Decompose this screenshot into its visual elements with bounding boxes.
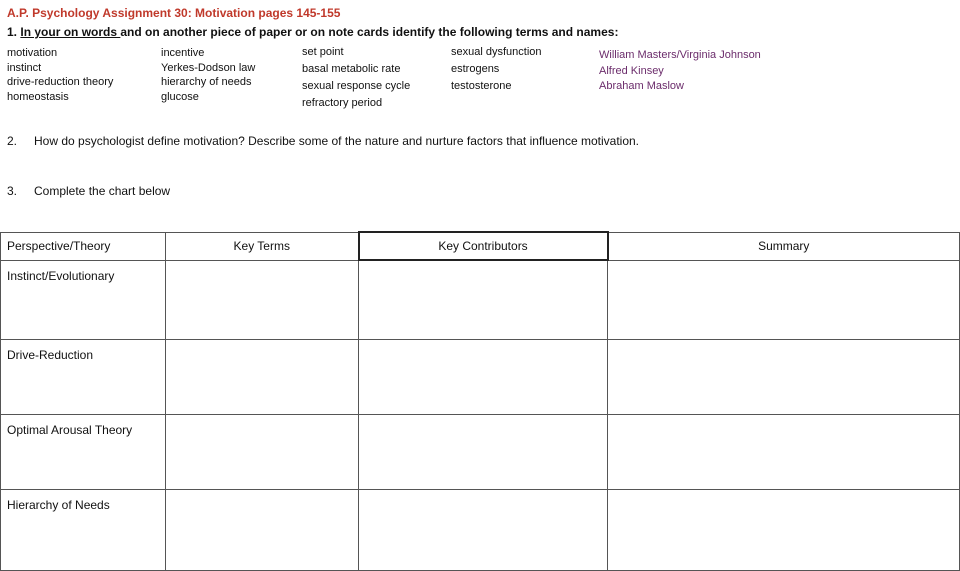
question-1-number: 1. bbox=[7, 25, 18, 39]
terms-column-4 bbox=[451, 44, 542, 95]
question-3 bbox=[7, 184, 170, 198]
term: estrogens bbox=[451, 63, 500, 75]
assignment-title: A.P. Psychology Assignment 30: Motivation pages 145-155 bbox=[7, 6, 341, 20]
terms-column-2 bbox=[161, 46, 255, 104]
table-row bbox=[1, 339, 960, 414]
table-row bbox=[1, 414, 960, 489]
key-contributors-cell[interactable] bbox=[359, 260, 608, 339]
term: homeostasis bbox=[7, 90, 69, 103]
term: glucose bbox=[161, 90, 199, 103]
terms-column-1 bbox=[7, 46, 113, 104]
question-2-number: 2. bbox=[7, 134, 18, 148]
person-name: Abraham Maslow bbox=[599, 80, 684, 92]
header-perspective-theory: Perspective/Theory bbox=[1, 232, 166, 260]
key-contributors-cell[interactable] bbox=[359, 414, 608, 489]
key-contributors-cell[interactable] bbox=[359, 339, 608, 414]
question-2-text: How do psychologist define motivation? Describe some of the nature and nurture factors that influence motivation. bbox=[34, 134, 639, 148]
summary-cell[interactable] bbox=[608, 260, 960, 339]
row-label-instinct: Instinct/Evolutionary bbox=[1, 260, 166, 339]
question-3-text: Complete the chart below bbox=[34, 184, 171, 198]
key-terms-cell[interactable] bbox=[166, 260, 359, 339]
names-column bbox=[599, 48, 761, 95]
row-label-hierarchy-of-needs: Hierarchy of Needs bbox=[1, 489, 166, 570]
term: sexual response cycle bbox=[302, 80, 411, 92]
term: basal metabolic rate bbox=[302, 63, 401, 75]
term: hierarchy of needs bbox=[161, 76, 252, 88]
question-3-number: 3. bbox=[7, 184, 18, 198]
term: instinct bbox=[7, 61, 42, 74]
question-1 bbox=[7, 25, 618, 39]
header-summary: Summary bbox=[608, 232, 960, 260]
key-terms-cell[interactable] bbox=[166, 489, 359, 570]
term: testosterone bbox=[451, 80, 512, 92]
row-label-drive-reduction: Drive-Reduction bbox=[1, 339, 166, 414]
table-row bbox=[1, 260, 960, 339]
header-key-terms: Key Terms bbox=[166, 232, 359, 260]
person-name: William Masters/Virginia Johnson bbox=[599, 49, 761, 61]
key-contributors-cell[interactable] bbox=[359, 489, 608, 570]
summary-cell[interactable] bbox=[608, 414, 960, 489]
question-1-text: and on another piece of paper or on note cards identify the following terms and names: bbox=[120, 25, 619, 39]
table-row bbox=[1, 489, 960, 570]
key-terms-cell[interactable] bbox=[166, 414, 359, 489]
question-1-underlined-text: In your on words bbox=[20, 25, 121, 39]
term: Yerkes-Dodson law bbox=[161, 61, 256, 74]
motivation-chart bbox=[0, 231, 960, 571]
question-2 bbox=[7, 134, 639, 148]
term: incentive bbox=[161, 47, 205, 59]
term: drive-reduction theory bbox=[7, 76, 114, 88]
summary-cell[interactable] bbox=[608, 339, 960, 414]
term: set point bbox=[302, 46, 344, 58]
row-label-optimal-arousal: Optimal Arousal Theory bbox=[1, 414, 166, 489]
term: refractory period bbox=[302, 97, 383, 109]
summary-cell[interactable] bbox=[608, 489, 960, 570]
chart-header-row bbox=[1, 232, 960, 260]
term: motivation bbox=[7, 47, 58, 59]
terms-column-3 bbox=[302, 44, 410, 112]
key-terms-cell[interactable] bbox=[166, 339, 359, 414]
person-name: Alfred Kinsey bbox=[599, 64, 664, 77]
term: sexual dysfunction bbox=[451, 46, 542, 58]
header-key-contributors: Key Contributors bbox=[359, 232, 608, 260]
